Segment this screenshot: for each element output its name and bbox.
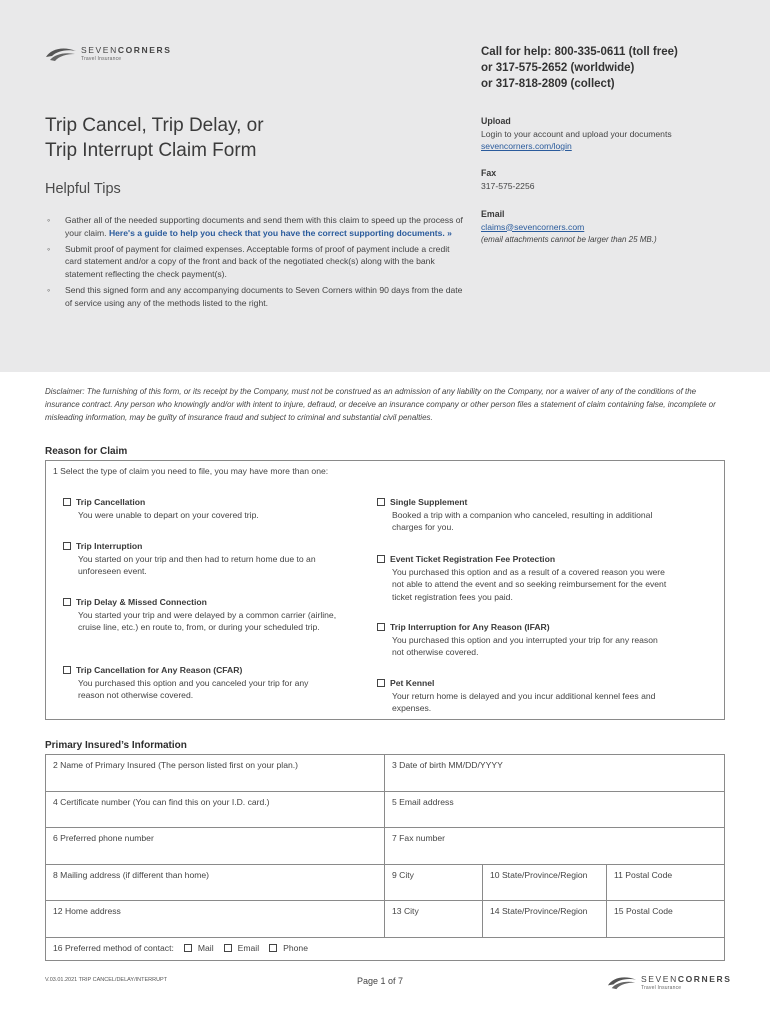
checkbox[interactable] bbox=[63, 498, 71, 506]
claim-option-event-ticket[interactable] bbox=[377, 553, 667, 603]
date-of-birth-field[interactable]: 3 Date of birth MM/DD/YYYY bbox=[392, 760, 503, 770]
supporting-documents-guide-link[interactable]: Here's a guide to help you check that you have the correct supporting documents. » bbox=[108, 227, 452, 238]
bullet-icon: ◦ bbox=[47, 284, 51, 295]
checkbox[interactable] bbox=[377, 498, 385, 506]
contact-method-label: 16 Preferred method of contact: bbox=[53, 943, 174, 954]
primary-insured-heading: Primary Insured’s Information bbox=[45, 740, 187, 751]
mailing-city-field[interactable]: 9 City bbox=[385, 865, 483, 901]
mail-label: Mail bbox=[197, 943, 214, 954]
logo-brand-light: SEVEN bbox=[641, 974, 678, 984]
title-line: Trip Interrupt Claim Form bbox=[45, 140, 257, 161]
form-row bbox=[46, 828, 724, 865]
home-city-field[interactable]: 13 City bbox=[385, 901, 483, 937]
claim-option-trip-interruption[interactable] bbox=[63, 540, 333, 578]
reason-for-claim-heading: Reason for Claim bbox=[45, 446, 128, 457]
help-line: Call for help: 800-335-0611 (toll free) bbox=[481, 46, 678, 58]
bullet-icon: ◦ bbox=[47, 243, 51, 254]
page-title bbox=[45, 113, 264, 163]
help-line: or 317-818-2809 (collect) bbox=[481, 78, 615, 90]
option-title: Trip Cancellation for Any Reason (CFAR) bbox=[76, 665, 243, 675]
checkbox[interactable] bbox=[377, 679, 385, 687]
checkbox[interactable] bbox=[63, 666, 71, 674]
mailing-address-field[interactable]: 8 Mailing address (if different than home) bbox=[46, 865, 385, 901]
claim-option-single-supplement[interactable] bbox=[377, 496, 667, 534]
home-address-field[interactable]: 12 Home address bbox=[46, 901, 385, 937]
logo-subtitle: Travel Insurance bbox=[81, 55, 122, 62]
reason-for-claim-box bbox=[45, 460, 725, 720]
option-title: Trip Cancellation bbox=[76, 497, 146, 507]
email-size-note: (email attachments cannot be larger than 25 MB.) bbox=[481, 235, 657, 244]
home-state-field[interactable]: 14 State/Province/Region bbox=[483, 901, 607, 937]
option-description: Booked a trip with a companion who canceled, resulting in additional charges for you. bbox=[392, 509, 653, 532]
claim-option-pet-kennel[interactable] bbox=[377, 677, 667, 715]
logo-subtitle: Travel Insurance bbox=[641, 984, 682, 991]
seven-corners-logo bbox=[45, 46, 172, 62]
fax-section bbox=[481, 167, 751, 192]
option-title: Trip Interruption bbox=[76, 541, 143, 551]
mailing-postal-code-field[interactable]: 11 Postal Code bbox=[614, 869, 673, 880]
logo-brand-bold: CORNERS bbox=[677, 974, 732, 984]
option-title: Trip Delay & Missed Connection bbox=[76, 597, 207, 607]
tip-text: Send this signed form and any accompanying documents to Seven Corners within 90 days from the date of service using any of the methods listed to the right. bbox=[65, 284, 463, 308]
phone-label: Phone bbox=[283, 943, 308, 954]
logo-brand-light: SEVEN bbox=[81, 45, 118, 56]
checkbox[interactable] bbox=[377, 623, 385, 631]
title-line: Trip Cancel, Trip Delay, or bbox=[45, 115, 264, 136]
help-phone-numbers bbox=[481, 44, 678, 92]
tip-text: Submit proof of payment for claimed expenses. Acceptable forms of proof of payment include a credit card statement and/or a copy of the front and back of the negotiated check(s) along with the bank statement reflecting the check payment(s). bbox=[65, 243, 450, 280]
help-line: or 317-575-2652 (worldwide) bbox=[481, 62, 635, 74]
tip-item bbox=[46, 214, 466, 240]
checkbox[interactable] bbox=[63, 598, 71, 606]
tip-item bbox=[46, 284, 466, 310]
upload-heading: Upload bbox=[481, 116, 511, 126]
primary-insured-name-field[interactable]: 2 Name of Primary Insured (The person listed first on your plan.) bbox=[46, 755, 385, 791]
form-row bbox=[46, 938, 724, 960]
email-section bbox=[481, 208, 751, 247]
mailing-state-field[interactable]: 10 State/Province/Region bbox=[483, 865, 607, 901]
preferred-contact-method bbox=[46, 938, 724, 960]
footer-seven-corners-logo bbox=[607, 975, 732, 991]
claim-option-trip-cancellation[interactable] bbox=[63, 496, 353, 521]
logo-mark-icon bbox=[607, 975, 637, 990]
email-heading: Email bbox=[481, 209, 505, 219]
fax-heading: Fax bbox=[481, 168, 497, 178]
email-label: Email bbox=[237, 943, 260, 954]
email-address-field[interactable]: 5 Email address bbox=[392, 796, 454, 807]
option-description: Your return home is delayed and you incur additional kennel fees and expenses. bbox=[392, 690, 656, 713]
checkbox[interactable] bbox=[377, 555, 385, 563]
claim-option-cfar[interactable] bbox=[63, 664, 333, 702]
form-version: V.03.01.2021 TRIP CANCEL/DELAY/INTERRUPT bbox=[45, 977, 168, 983]
fax-number-field[interactable]: 7 Fax number bbox=[392, 833, 446, 844]
claim-option-ifar[interactable] bbox=[377, 621, 667, 659]
option-description: You were unable to depart on your covered trip. bbox=[78, 509, 259, 520]
certificate-number-field[interactable]: 4 Certificate number (You can find this on your I.D. card.) bbox=[46, 792, 385, 828]
option-description: You started on your trip and then had to return home due to an unforeseen event. bbox=[78, 553, 316, 576]
disclaimer: Disclaimer: The furnishing of this form, or its receipt by the Company, must not be construed as an admission of any liability on the Company, nor a waiver of any of the conditions of the insurance contract. Any person who knowingly and/or with intent to injure, defraud, or deceive an insurance company or other person files a statement of claim containing false, incomplete or misleading information, may be guilty of insurance fraud and subject to criminal and substantial civil penalties. bbox=[45, 387, 716, 422]
option-description: You purchased this option and you canceled your trip for any reason not otherwise covered. bbox=[78, 677, 309, 700]
form-row bbox=[46, 755, 724, 792]
claim-option-trip-delay[interactable] bbox=[63, 596, 343, 634]
preferred-phone-field[interactable]: 6 Preferred phone number bbox=[46, 828, 385, 864]
login-link[interactable]: sevencorners.com/login bbox=[481, 141, 572, 151]
logo-mark-icon bbox=[45, 46, 77, 62]
phone-checkbox[interactable] bbox=[269, 944, 277, 952]
checkbox[interactable] bbox=[63, 542, 71, 550]
option-description: You purchased this option and as a result of a covered reason you were not able to attend the event and so seeking reimbursement for the event ticket registration fees you paid. bbox=[392, 566, 667, 602]
form-row bbox=[46, 792, 724, 829]
upload-text: Login to your account and upload your documents bbox=[481, 128, 672, 139]
email-checkbox[interactable] bbox=[224, 944, 232, 952]
option-title: Single Supplement bbox=[390, 497, 468, 507]
reason-intro: 1 Select the type of claim you need to file, you may have more than one: bbox=[53, 466, 329, 476]
logo-brand-bold: CORNERS bbox=[117, 45, 172, 56]
page-number: Page 1 of 7 bbox=[357, 976, 404, 986]
option-title: Pet Kennel bbox=[390, 678, 435, 688]
form-row bbox=[46, 901, 724, 938]
tip-text: Gather all of the needed supporting documents and send them with this claim to speed up the process of your claim. bbox=[65, 215, 463, 238]
home-postal-code-field[interactable]: 15 Postal Code bbox=[614, 906, 673, 917]
upload-section bbox=[481, 115, 751, 153]
fax-number: 317-575-2256 bbox=[481, 180, 535, 191]
option-title: Trip Interruption for Any Reason (IFAR) bbox=[390, 622, 550, 632]
primary-insured-form bbox=[45, 754, 725, 961]
helpful-tips-heading: Helpful Tips bbox=[45, 181, 121, 197]
option-title: Event Ticket Registration Fee Protection bbox=[390, 554, 556, 564]
bullet-icon: ◦ bbox=[47, 215, 51, 225]
option-description: You purchased this option and you interrupted your trip for any reason not otherwise covered. bbox=[392, 634, 658, 657]
claims-email-link[interactable]: claims@sevencorners.com bbox=[481, 221, 585, 232]
mail-checkbox[interactable] bbox=[184, 944, 192, 952]
helpful-tips-list bbox=[46, 214, 466, 313]
tip-item bbox=[46, 243, 466, 281]
form-row bbox=[46, 865, 724, 902]
option-description: You started your trip and were delayed by a common carrier (airline, cruise line, etc.) en route to, from, or during your scheduled trip. bbox=[78, 609, 337, 632]
